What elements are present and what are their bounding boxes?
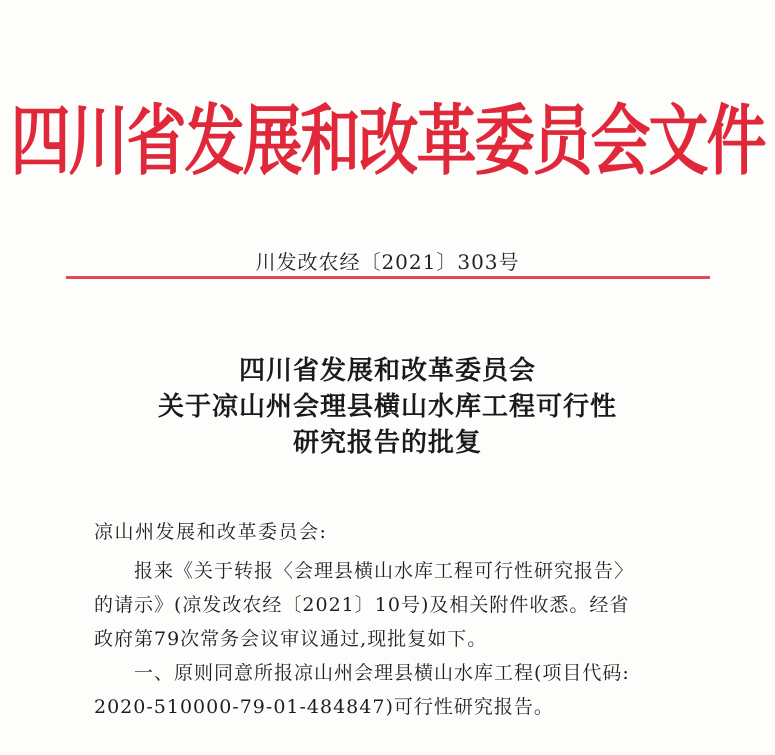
- body-line: 2020-510000-79-01-484847)可行性研究报告。: [94, 696, 554, 718]
- body-text: [94, 554, 674, 724]
- title-line-1: 四川省发展和改革委员会: [238, 356, 536, 386]
- document-number: 川发改农经〔2021〕303号: [255, 250, 520, 274]
- body-line: 报来《关于转报〈会理县横山水库工程可行性研究报告〉: [134, 560, 635, 582]
- body-line: 政府第79次常务会议审议通过,现批复如下。: [94, 628, 488, 650]
- body-line: 一、原则同意所报凉山州会理县横山水库工程(项目代码:: [134, 662, 630, 684]
- addressee: 凉山州发展和改革委员会:: [94, 521, 328, 543]
- issuer-header: 四川省发展和改革委员会文件: [10, 97, 765, 187]
- document-title: [0, 353, 775, 461]
- red-divider-line: [66, 276, 710, 279]
- title-line-3: 研究报告的批复: [292, 428, 482, 458]
- body-line: 的请示》(凉发改农经〔2021〕10号)及相关附件收悉。经省: [94, 594, 630, 616]
- title-line-2: 关于凉山州会理县横山水库工程可行性: [157, 392, 617, 422]
